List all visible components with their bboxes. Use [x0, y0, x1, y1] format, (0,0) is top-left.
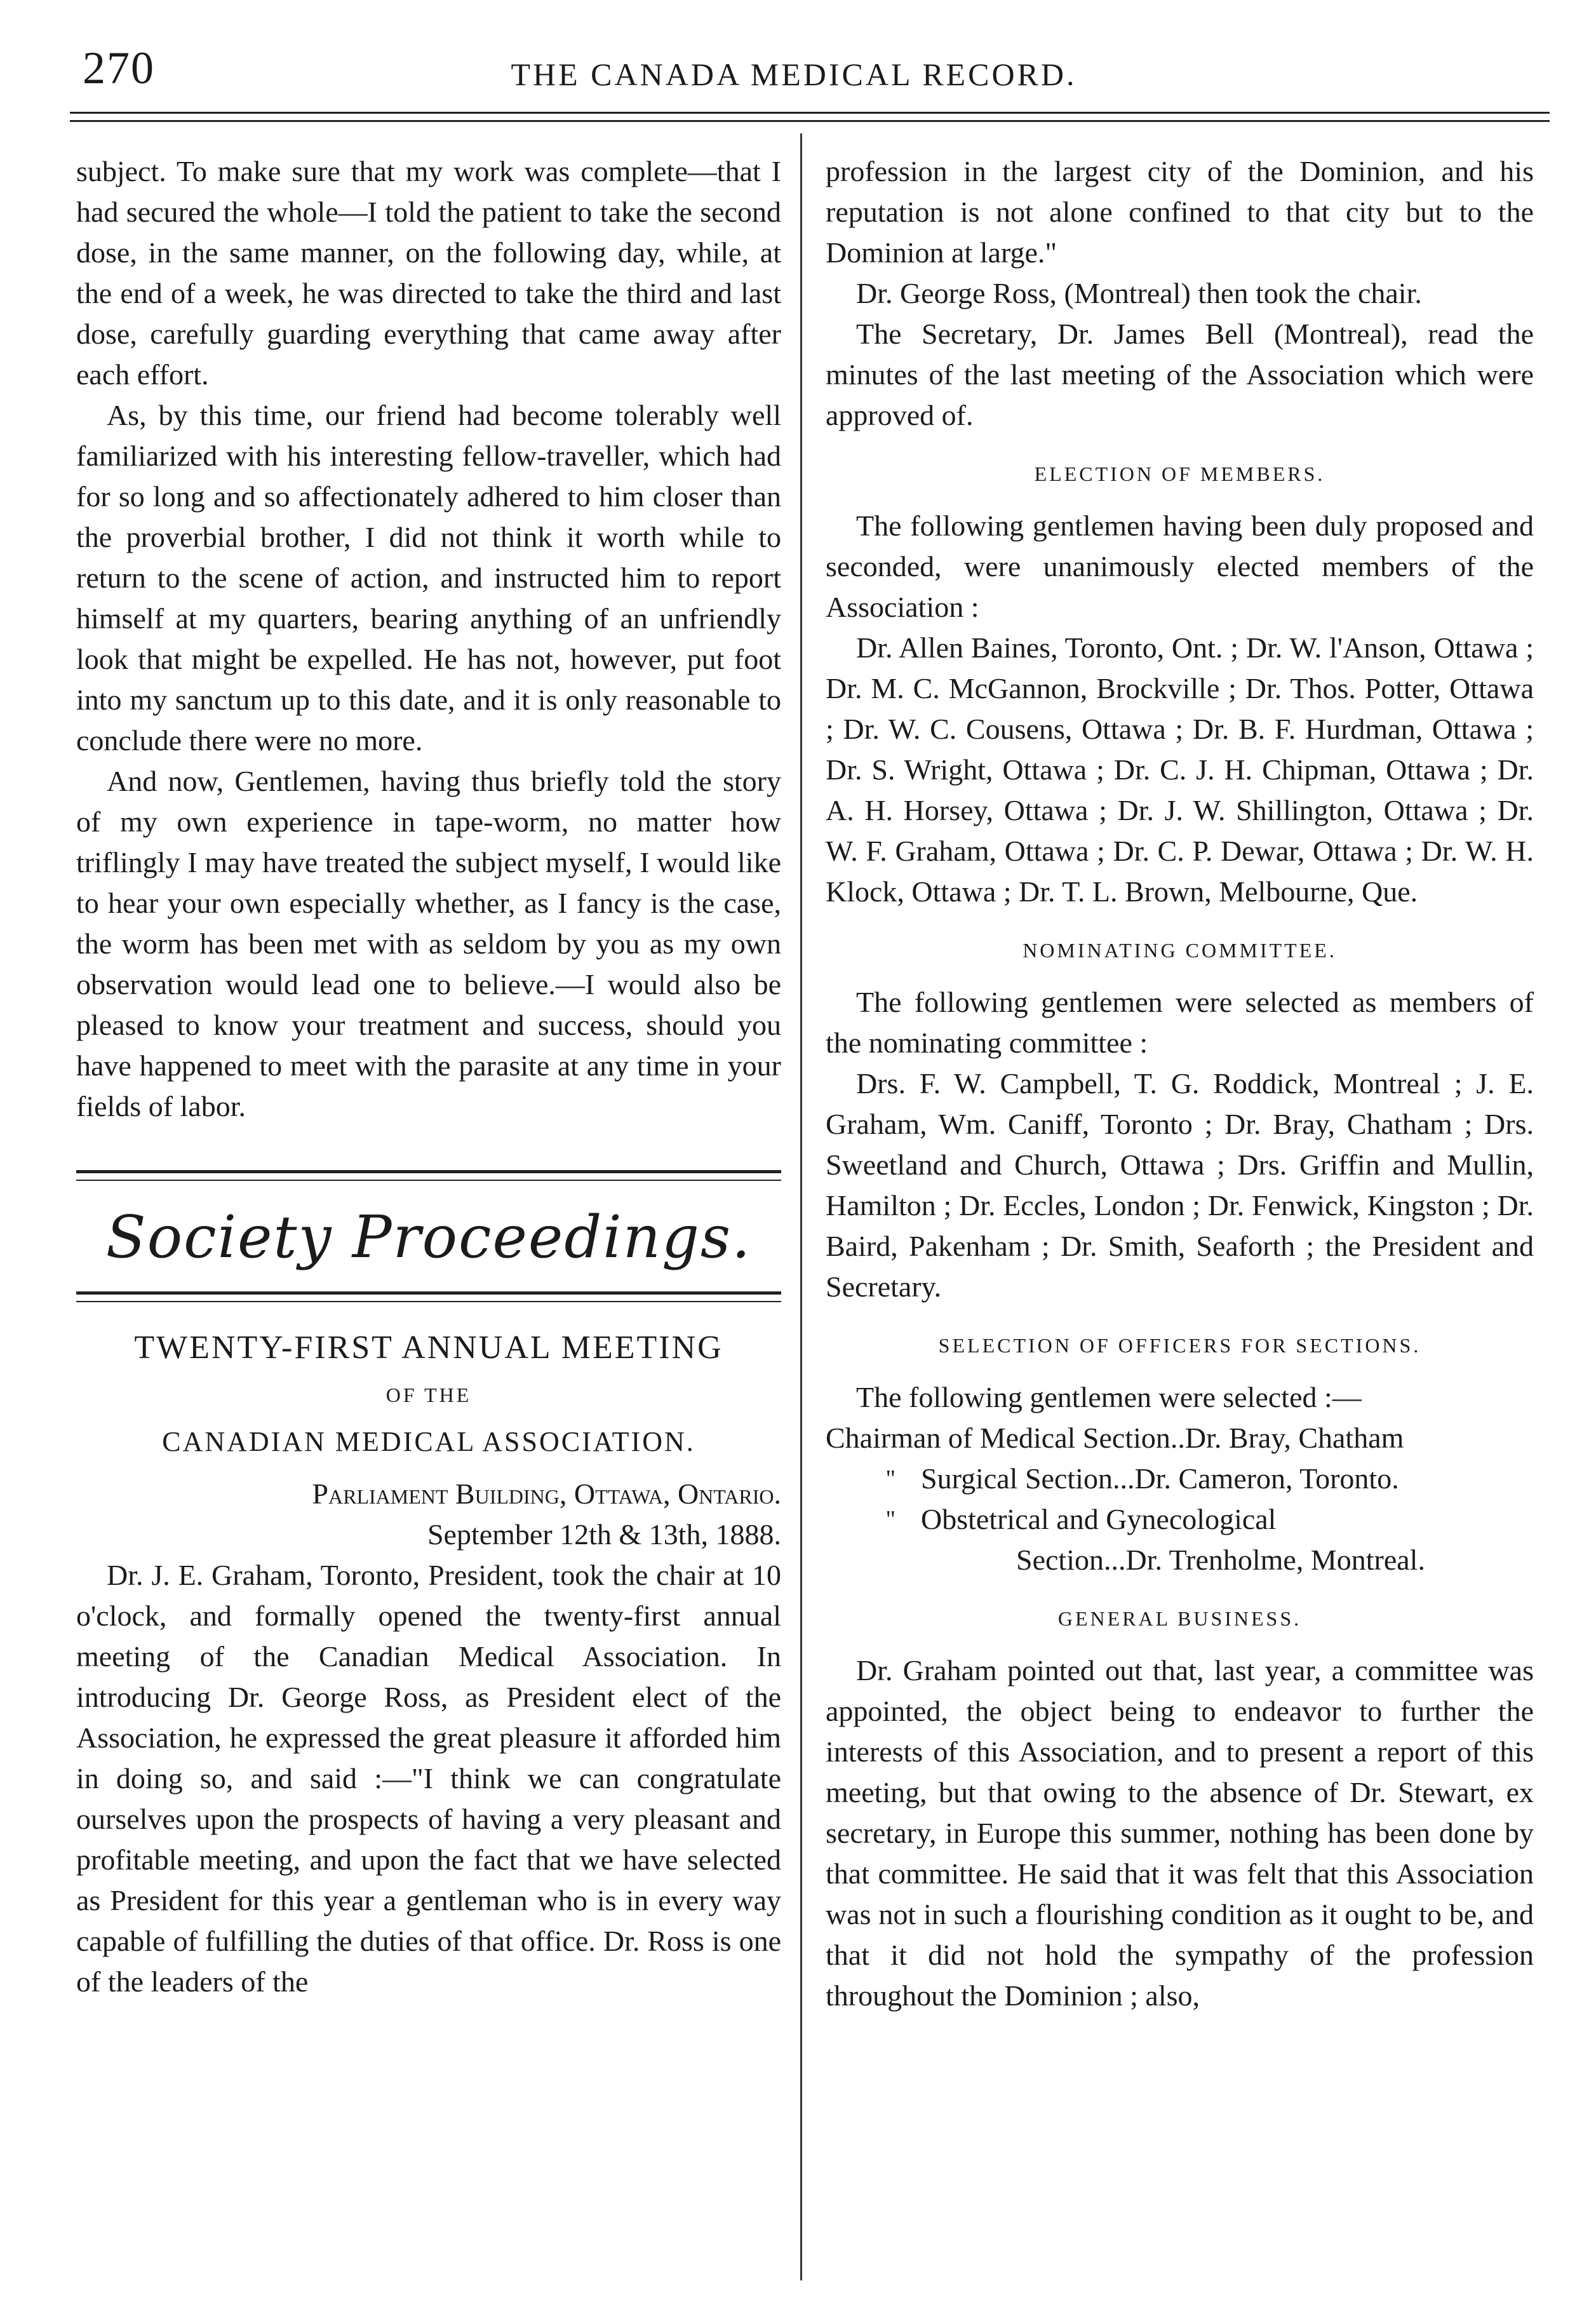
- section-heading: GENERAL BUSINESS.: [1057, 1607, 1302, 1630]
- committee-list: Drs. F. W. Campbell, T. G. Roddick, Montreal ; J. E. Graham, Wm. Caniff, Toronto ; Dr. Bray, Chatham ; Drs. Sweetland and Church, Ottawa ; Drs. Griffin and Mullin, Hamilton ; Dr. Eccles, London ; Dr. Fenwick, Kingston ; Dr. Baird, Pakenham ; Dr. Smith, Seaforth ; the President and Secretary.: [826, 1067, 1534, 1303]
- banner-rule-bottom: [76, 1291, 781, 1302]
- header-rule: [70, 112, 1550, 122]
- paragraph: The Secretary, Dr. James Bell (Montreal), read the minutes of the last meeting of the Association which were approved of.: [826, 318, 1534, 431]
- meeting-subtitle: OF THE: [386, 1384, 472, 1406]
- officer-line: Section...Dr. Trenholme, Montreal.: [1016, 1544, 1425, 1576]
- right-column: [826, 151, 1534, 2016]
- officer-row: [826, 1499, 1534, 1540]
- meeting-title: TWENTY-FIRST ANNUAL MEETING: [134, 1330, 723, 1366]
- officer-line: Obstetrical and Gynecological: [921, 1503, 1277, 1535]
- banner-rule-top: [76, 1170, 781, 1181]
- paragraph: profession in the largest city of the Dominion, and his reputation is not alone confined to that city but to the Dominion at large.": [826, 155, 1534, 269]
- section-heading: ELECTION OF MEMBERS.: [1034, 462, 1325, 485]
- running-title: THE CANADA MEDICAL RECORD.: [511, 57, 1077, 92]
- section-banner: [76, 1170, 781, 1302]
- paragraph: Dr. J. E. Graham, Toronto, President, took the chair at 10 o'clock, and formally opened the twenty-first annual meeting of the Canadian Medical Association. In introducing Dr. George Ross, as President elect of the Association, he expressed the great pleasure it afforded him in doing so, and said :—"I think we can congratulate ourselves upon the prospects of having a very pleasant and profitable meeting, and upon the fact that we have selected as President for this year a gentleman who is in every way capable of fulfilling the duties of that office. Dr. Ross is one of the leaders of the: [76, 1559, 781, 1998]
- association-name: CANADIAN MEDICAL ASSOCIATION.: [162, 1426, 695, 1457]
- officer-row: [826, 1458, 1534, 1499]
- section-heading: SELECTION OF OFFICERS FOR SECTIONS.: [938, 1334, 1421, 1357]
- member-list: Dr. Allen Baines, Toronto, Ont. ; Dr. W. l'Anson, Ottawa ; Dr. M. C. McGannon, Brockville ; Dr. Thos. Potter, Ottawa ; Dr. W. C. Cousens, Ottawa ; Dr. B. F. Hurdman, Ottawa ; Dr. S. Wright, Ottawa ; Dr. C. J. H. Chipman, Ottawa ; Dr. A. H. Horsey, Ottawa ; Dr. J. W. Shillington, Ottawa ; Dr. W. F. Graham, Ottawa ; Dr. C. P. Dewar, Ottawa ; Dr. W. H. Klock, Ottawa ; Dr. T. L. Brown, Melbourne, Que.: [826, 631, 1534, 908]
- paragraph: subject. To make sure that my work was complete—that I had secured the whole—I told the patient to take the second dose, in the same manner, on the following day, while, at the end of a week, he was directed to take the third and last dose, carefully guarding everything that came away after each effort.: [76, 155, 781, 391]
- meeting-place: Parliament Building, Ottawa, Ontario.: [312, 1478, 781, 1510]
- paragraph: As, by this time, our friend had become tolerably well familiarized with his interesting fellow-traveller, which had for so long and so affectionately adhered to him closer than the proverbial brother, I did not think it worth while to return to the scene of action, and instructed him to report himself at my quarters, bearing anything of an unfriendly look that might be expelled. He has not, however, put foot into my sanctum up to this date, and it is only reasonable to conclude there were no more.: [76, 399, 781, 757]
- meeting-date: September 12th & 13th, 1888.: [427, 1518, 781, 1551]
- paragraph: The following gentlemen having been duly proposed and seconded, were unanimously elected members of the Association :: [826, 509, 1534, 623]
- page-number: 270: [83, 43, 155, 93]
- paragraph: The following gentlemen were selected :—: [856, 1381, 1362, 1413]
- officer-line: Chairman of Medical Section..Dr. Bray, Chatham: [826, 1422, 1404, 1454]
- section-heading: NOMINATING COMMITTEE.: [1023, 939, 1337, 962]
- left-column: [76, 151, 781, 2002]
- ditto-mark: ": [885, 1465, 895, 1492]
- page-header: [44, 37, 1543, 107]
- paragraph: Dr. Graham pointed out that, last year, a committee was appointed, the object being to endeavor to further the interests of this Association, and to present a report of this meeting, but that owing to the absence of Dr. Stewart, ex secretary, in Europe this summer, nothing has been done by that committee. He said that it was felt that this Association was not in such a flourishing condition as it ought to be, and that it did not hold the sympathy of the profession throughout the Dominion ; also,: [826, 1654, 1534, 2012]
- paragraph: And now, Gentlemen, having thus briefly told the story of my own experience in tape-worm, no matter how triflingly I may have treated the subject myself, I would like to hear your own especially whether, as I fancy is the case, the worm has been met with as seldom by you as my own observation would lead one to believe.—I would also be pleased to know your treatment and success, should you have happened to meet with the parasite at any time in your fields of labor.: [76, 765, 781, 1122]
- paragraph: Dr. George Ross, (Montreal) then took the chair.: [856, 277, 1422, 309]
- ditto-mark: ": [885, 1506, 895, 1533]
- officer-line: Surgical Section...Dr. Cameron, Toronto.: [921, 1462, 1399, 1495]
- paragraph: The following gentlemen were selected as members of the nominating committee :: [826, 986, 1534, 1059]
- column-divider: [800, 133, 802, 2280]
- section-title: Society Proceedings.: [105, 1203, 752, 1271]
